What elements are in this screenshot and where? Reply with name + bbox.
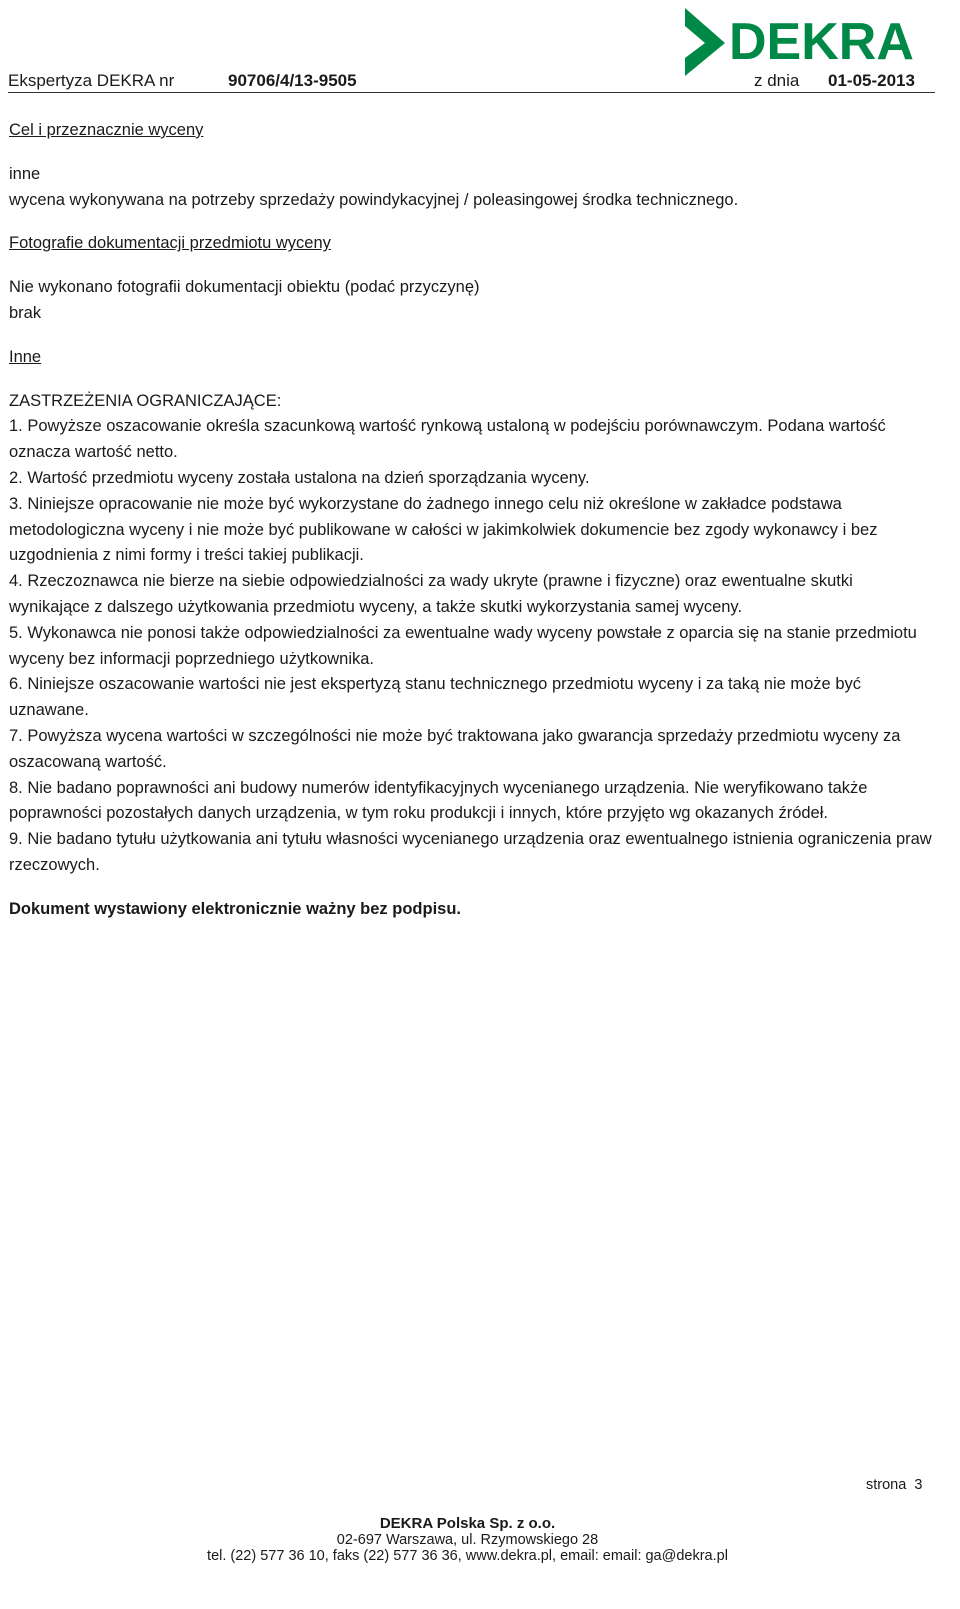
page-value: 3 bbox=[914, 1477, 923, 1493]
dekra-arrow-logo-icon bbox=[683, 6, 729, 76]
restriction-item: 4. Rzeczoznawca nie bierze na siebie odpowiedzialności za wady ukryte (prawne i fizyczne) oraz ewentualne skutki wynikające z dalszego użytkowania przedmiotu wyceny, a także skutki wykorzystania samej wyceny. bbox=[9, 572, 853, 616]
restriction-item: 9. Nie badano tytułu użytkowania ani tytułu własności wycenianego urządzenia oraz ewentualnego istnienia ograniczenia praw rzeczowych. bbox=[9, 830, 932, 874]
footer-address: 02-697 Warszawa, ul. Rzymowskiego 28 bbox=[336, 1532, 599, 1548]
photos-reason: brak bbox=[9, 303, 42, 322]
header-date-label: z dnia bbox=[754, 71, 800, 90]
header-label: Ekspertyza DEKRA nr bbox=[8, 71, 175, 90]
purpose-title: Cel i przeznacznie wyceny bbox=[9, 121, 204, 139]
restriction-item: 2. Wartość przedmiotu wyceny została ustalona na dzień sporządzania wyceny. bbox=[9, 468, 590, 487]
other-title: Inne bbox=[9, 347, 42, 366]
signature-note: Dokument wystawiony elektronicznie ważny bez podpisu. bbox=[9, 899, 462, 918]
restriction-item: 8. Nie badano poprawności ani budowy numerów identyfikacyjnych wycenianego urządzenia. Nie weryfikowano także poprawności pozostałych danych urządzenia, w tym roku produkcji i innych, które przyjęto wg okazanych źródeł. bbox=[9, 778, 868, 823]
restriction-item: 7. Powyższa wycena wartości w szczególności nie może być traktowana jako gwarancja sprzedaży przedmiotu wyceny za oszacowaną wartość. bbox=[9, 726, 901, 771]
photos-title: Fotografie dokumentacji przedmiotu wyceny bbox=[9, 234, 331, 253]
photos-note: Nie wykonano fotografii dokumentacji obiektu (podać przyczynę) bbox=[9, 278, 480, 297]
footer-contact: tel. (22) 577 36 10, faks (22) 577 36 36, www.dekra.pl, email: email: ga@dekra.pl bbox=[207, 1548, 728, 1564]
dekra-logo bbox=[683, 6, 953, 76]
restrictions-title: ZASTRZEŻENIA OGRANICZAJĄCE: bbox=[9, 391, 282, 410]
footer bbox=[0, 1516, 935, 1564]
restriction-item: 5. Wykonawca nie ponosi także odpowiedzialności za ewentualne wady wyceny powstałe z oparcia się na stanie przedmiotu wyceny bez informacji poprzedniego użytkownika. bbox=[9, 623, 917, 668]
restriction-item: 6. Niniejsze oszacowanie wartości nie jest ekspertyzą stanu technicznego przedmiotu wyceny i za taką nie może być uznawane. bbox=[9, 675, 861, 720]
restriction-item: 3. Niniejsze opracowanie nie może być wykorzystane do żadnego innego celu niż określone w zakładce podstawa metodologiczna wyceny i nie może być publikowane w całości w jakimkolwiek dokumencie bez zgody wykonawcy i bez uzgodnienia z nimi formy i treści takiej publikacji. bbox=[9, 494, 878, 565]
purpose-type: inne bbox=[9, 164, 41, 183]
expertise-date: 01-05-2013 bbox=[828, 71, 915, 90]
document-body bbox=[9, 118, 934, 923]
document-header bbox=[8, 70, 935, 93]
page-number bbox=[866, 1477, 922, 1493]
purpose-desc: wycena wykonywana na potrzeby sprzedaży powindykacyjnej / poleasingowej środka technicznego. bbox=[9, 190, 739, 209]
footer-company: DEKRA Polska Sp. z o.o. bbox=[379, 1515, 556, 1532]
page-label: strona bbox=[866, 1477, 907, 1493]
logo-text: DEKRA bbox=[729, 13, 914, 71]
restriction-item: 1. Powyższe oszacowanie określa szacunkową wartość rynkową ustaloną w podejściu porównawczym. Podana wartość oznacza wartość netto. bbox=[9, 417, 886, 462]
expertise-number: 90706/4/13-9505 bbox=[228, 71, 357, 90]
